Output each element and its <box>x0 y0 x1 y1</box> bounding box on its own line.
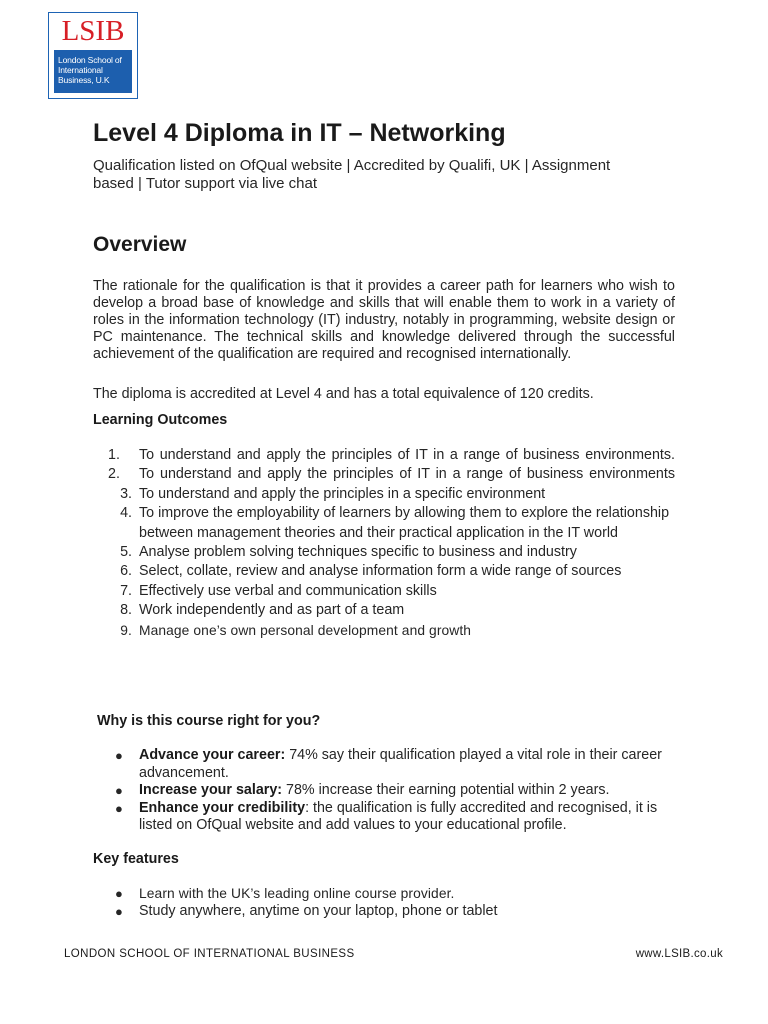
logo-line-1: London School of <box>58 55 122 65</box>
logo-acronym: LSIB <box>61 14 125 47</box>
overview-paragraph: The rationale for the qualification is that it provides a career path for learners who wish to develop a broad base of knowledge and skills that will enable them to work in a variety of roles in the information technology (IT) industry, notably in programming, website design or PC maintenance. The technical skills and knowledge delivered through the successful achievement of the qualification are required and recognised internationally. <box>93 278 675 362</box>
learning-outcomes-heading: Learning Outcomes <box>93 412 228 428</box>
list-item: 8. Work independently and as part of a team <box>120 602 405 619</box>
list-item: 3. To understand and apply the principles in a specific environment <box>120 485 546 502</box>
list-item: 4. To improve the employability of learners by allowing them to explore the relationship between management theories and their practical application in the IT world <box>120 505 670 541</box>
learning-outcomes-list <box>108 446 675 640</box>
logo-name-panel <box>54 50 132 93</box>
page-subtitle: Qualification listed on OfQual website | Accredited by Qualifi, UK | Assignment based | Tutor support via live chat <box>93 157 611 192</box>
list-item: 1. To understand and apply the principles of IT in a range of business environments. <box>108 447 675 463</box>
list-item: 5. Analyse problem solving techniques specific to business and industry <box>120 544 577 561</box>
bullet-icon: ● <box>115 903 123 919</box>
bullet-icon: ● <box>115 886 123 901</box>
footer-school-name: LONDON SCHOOL OF INTERNATIONAL BUSINESS <box>64 948 355 960</box>
list-item: ● Enhance your credibility: the qualification is fully accredited and recognised, it is listed on OfQual website and add values to your educational profile. <box>115 799 658 833</box>
page-title: Level 4 Diploma in IT – Networking <box>93 119 506 147</box>
list-item: 7. Effectively use verbal and communication skills <box>120 582 437 599</box>
logo-line-2: International <box>58 65 103 75</box>
key-features-heading: Key features <box>93 851 179 867</box>
list-item: ● Advance your career: 74% say their qualification played a vital role in their career advancement. <box>115 747 662 781</box>
list-item: 2. To understand and apply the principles of IT in a range of business environments <box>108 466 675 483</box>
footer-website-link[interactable]: www.LSIB.co.uk <box>635 948 723 960</box>
list-item: ● Increase your salary: 78% increase their earning potential within 2 years. <box>115 782 610 798</box>
bullet-icon: ● <box>115 800 123 816</box>
list-item: ● Study anywhere, anytime on your laptop, phone or tablet <box>115 902 498 919</box>
credits-paragraph: The diploma is accredited at Level 4 and has a total equivalence of 120 credits. <box>93 386 594 402</box>
why-course-heading: Why is this course right for you? <box>97 713 321 729</box>
why-course-list <box>115 747 680 835</box>
overview-heading: Overview <box>93 233 187 256</box>
bullet-icon: ● <box>115 783 123 798</box>
list-item: 6. Select, collate, review and analyse information form a wide range of sources <box>120 563 622 580</box>
list-item: 9. Manage one’s own personal development and growth <box>120 622 472 638</box>
logo-line-3: Business, U.K <box>58 75 110 85</box>
bullet-icon: ● <box>115 748 123 763</box>
list-item: ● Learn with the UK’s leading online course provider. <box>115 886 455 901</box>
lsib-logo <box>48 12 138 99</box>
key-features-list <box>115 885 680 920</box>
